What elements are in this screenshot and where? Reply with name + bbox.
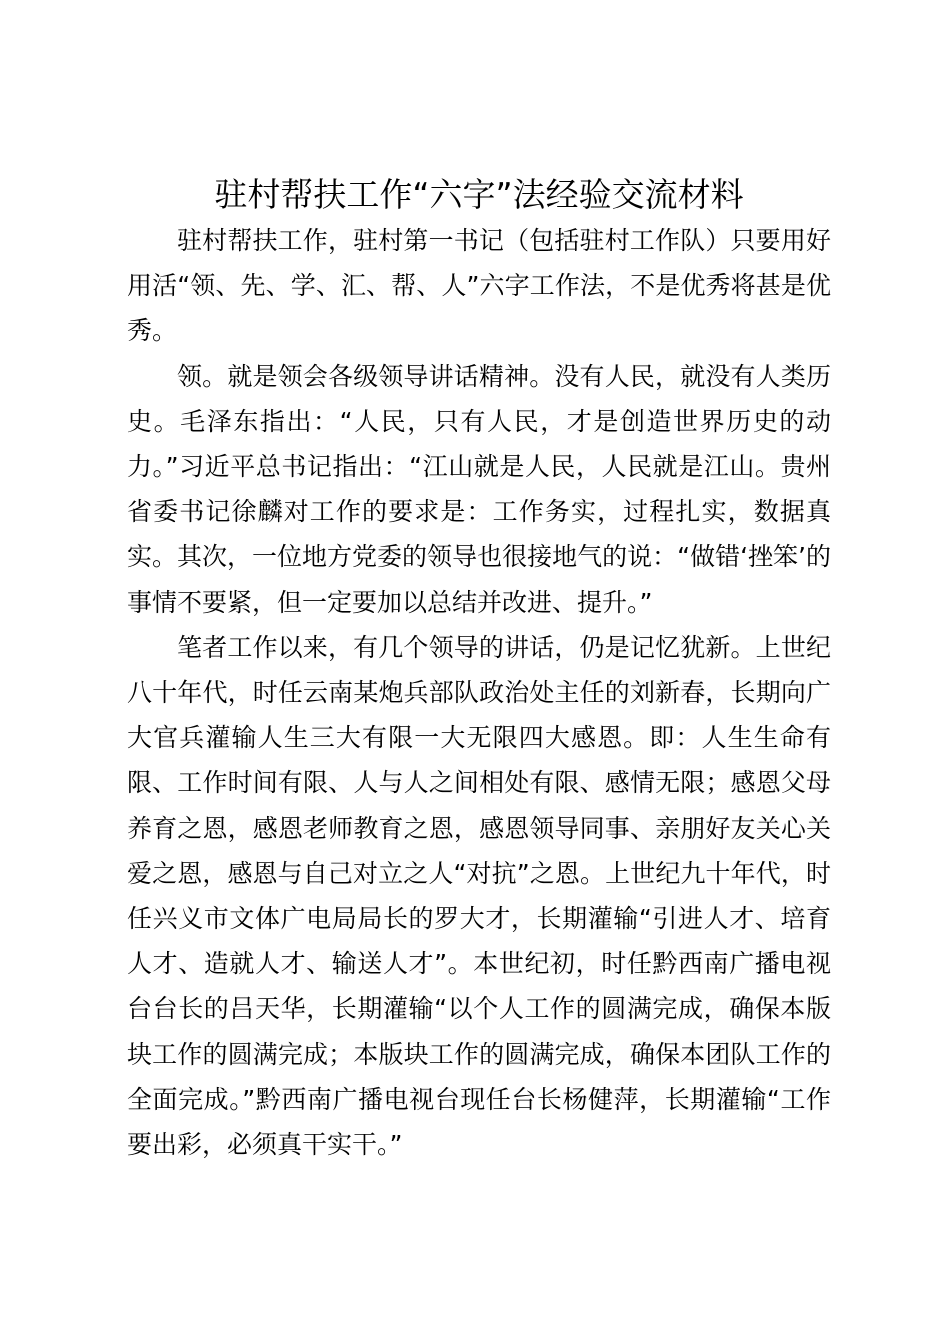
paragraph-intro: 驻村帮扶工作，驻村第一书记（包括驻村工作队）只要用好用活“领、先、学、汇、帮、人”六字工作法，不是优秀将甚是优秀。: [127, 226, 831, 346]
paragraph-ling: 领。就是领会各级领导讲话精神。没有人民，就没有人类历史。毛泽东指出：“人民，只有人民，才是创造世界历史的动力。”习近平总书记指出：“江山就是人民，人民就是江山。贵州省委书记徐麟对工作的要求是：工作务实，过程扎实，数据真实。其次，一位地方党委的领导也很接地气的说：“做错‘挫笨’的事情不要紧，但一定要加以总结并改进、提升。”: [127, 361, 831, 617]
document-title: 驻村帮扶工作“六字”法经验交流材料: [214, 175, 744, 214]
paragraph-leaders: 笔者工作以来，有几个领导的讲话，仍是记忆犹新。上世纪八十年代，时任云南某炮兵部队政治处主任的刘新春，长期向广大官兵灌输人生三大有限一大无限四大感恩。即：人生生命有限、工作时间有限、人与人之间相处有限、感情无限；感恩父母养育之恩，感恩老师教育之恩，感恩领导同事、亲朋好友关心关爱之恩，感恩与自己对立之人“对抗”之恩。上世纪九十年代，时任兴义市文体广电局局长的罗大才，长期灌输“引进人才、培育人才、造就人才、输送人才”。本世纪初，时任黔西南广播电视台台长的吕天华，长期灌输“以个人工作的圆满完成，确保本版块工作的圆满完成；本版块工作的圆满完成，确保本团队工作的全面完成。”黔西南广播电视台现任台长杨健萍，长期灌输“工作要出彩，必须真干实干。”: [127, 632, 831, 1160]
document-page: [127, 172, 831, 1167]
